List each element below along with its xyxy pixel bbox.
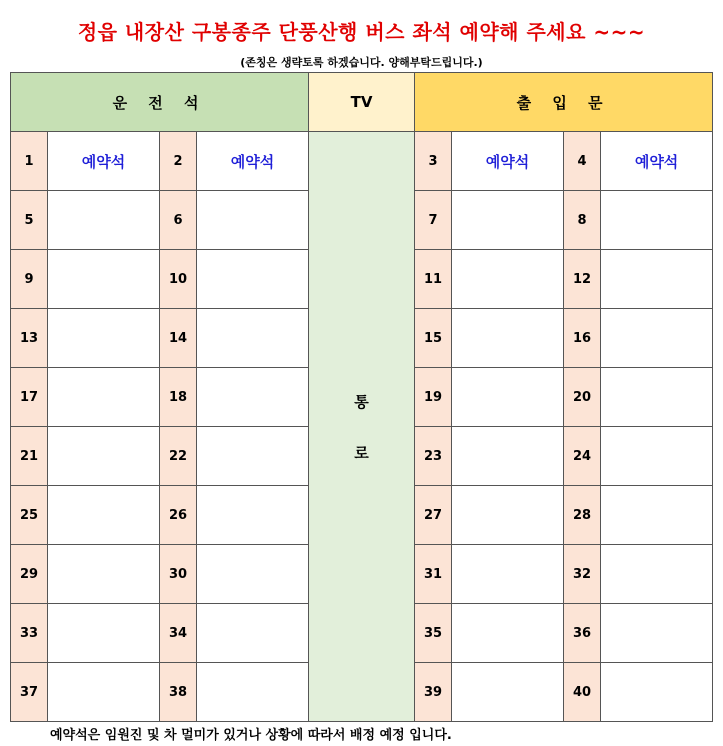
- seat-number: 24: [564, 427, 601, 486]
- seat-name-cell[interactable]: [197, 368, 309, 427]
- seat-name-cell[interactable]: [601, 309, 713, 368]
- seat-name-cell[interactable]: [452, 486, 564, 545]
- seat-number: 6: [160, 191, 197, 250]
- seat-name-cell[interactable]: [452, 427, 564, 486]
- header-row: [11, 73, 713, 132]
- seat-name-cell[interactable]: [601, 604, 713, 663]
- seat-name-cell[interactable]: [48, 427, 160, 486]
- seat-name-cell[interactable]: [48, 545, 160, 604]
- seat-name-cell[interactable]: [452, 309, 564, 368]
- seat-number: 8: [564, 191, 601, 250]
- seat-name-cell[interactable]: [601, 427, 713, 486]
- seat-number: 20: [564, 368, 601, 427]
- seat-name-cell[interactable]: [452, 545, 564, 604]
- seat-number: 16: [564, 309, 601, 368]
- seat-name-cell[interactable]: [48, 604, 160, 663]
- aisle-label-2: 로: [354, 443, 369, 462]
- seat-number: 28: [564, 486, 601, 545]
- seat-name-cell[interactable]: 예약석: [452, 132, 564, 191]
- seat-name-cell[interactable]: [197, 545, 309, 604]
- page-title: 정읍 내장산 구봉종주 단풍산행 버스 좌석 예약해 주세요 ~~~: [77, 20, 646, 44]
- seat-name-cell[interactable]: [48, 368, 160, 427]
- seat-number: 21: [11, 427, 48, 486]
- seat-number: 22: [160, 427, 197, 486]
- seat-name-cell[interactable]: [601, 250, 713, 309]
- footer-note: 예약석은 임원진 및 차 멀미가 있거나 상황에 따라서 배정 예정 입니다.: [50, 728, 452, 743]
- seat-number: 40: [564, 663, 601, 722]
- seat-name-cell[interactable]: [601, 663, 713, 722]
- seat-number: 11: [415, 250, 452, 309]
- driver-seat-header: 운 전 석: [11, 73, 309, 132]
- seat-number: 17: [11, 368, 48, 427]
- seat-number: 9: [11, 250, 48, 309]
- seat-name-cell[interactable]: [601, 545, 713, 604]
- aisle-label-1: 통: [354, 392, 369, 411]
- seat-number: 33: [11, 604, 48, 663]
- seat-name-cell[interactable]: [48, 486, 160, 545]
- seat-row: [11, 132, 713, 191]
- seat-number: 13: [11, 309, 48, 368]
- seat-number: 2: [160, 132, 197, 191]
- seat-number: 23: [415, 427, 452, 486]
- seat-number: 38: [160, 663, 197, 722]
- seat-name-cell[interactable]: 예약석: [601, 132, 713, 191]
- seat-number: 5: [11, 191, 48, 250]
- seat-number: 30: [160, 545, 197, 604]
- seat-name-cell[interactable]: [197, 250, 309, 309]
- seat-number: 10: [160, 250, 197, 309]
- seat-name-cell[interactable]: [197, 309, 309, 368]
- seat-number: 36: [564, 604, 601, 663]
- seat-number: 34: [160, 604, 197, 663]
- seat-name-cell[interactable]: [48, 191, 160, 250]
- seat-number: 35: [415, 604, 452, 663]
- seat-name-cell[interactable]: [452, 368, 564, 427]
- seat-number: 19: [415, 368, 452, 427]
- seat-name-cell[interactable]: [452, 191, 564, 250]
- seat-number: 1: [11, 132, 48, 191]
- seat-name-cell[interactable]: [197, 663, 309, 722]
- seat-number: 32: [564, 545, 601, 604]
- seat-number: 15: [415, 309, 452, 368]
- seat-map-table: [10, 72, 713, 722]
- seat-number: 31: [415, 545, 452, 604]
- seat-number: 26: [160, 486, 197, 545]
- page-subtitle: (존칭은 생략토록 하겠습니다. 양해부탁드립니다.): [240, 56, 483, 69]
- seat-number: 37: [11, 663, 48, 722]
- tv-header: TV: [309, 73, 415, 132]
- seat-name-cell[interactable]: [197, 191, 309, 250]
- seat-number: 3: [415, 132, 452, 191]
- seat-name-cell[interactable]: [48, 309, 160, 368]
- seat-number: 25: [11, 486, 48, 545]
- seat-name-cell[interactable]: 예약석: [48, 132, 160, 191]
- seat-number: 7: [415, 191, 452, 250]
- seat-name-cell[interactable]: [601, 191, 713, 250]
- seat-name-cell[interactable]: [601, 486, 713, 545]
- seat-name-cell[interactable]: [452, 250, 564, 309]
- seat-name-cell[interactable]: [197, 604, 309, 663]
- seat-name-cell[interactable]: [197, 427, 309, 486]
- seat-name-cell[interactable]: [452, 663, 564, 722]
- seat-name-cell[interactable]: [48, 663, 160, 722]
- seat-name-cell[interactable]: [197, 486, 309, 545]
- seat-number: 12: [564, 250, 601, 309]
- seat-number: 4: [564, 132, 601, 191]
- seat-number: 14: [160, 309, 197, 368]
- seat-number: 39: [415, 663, 452, 722]
- seat-number: 18: [160, 368, 197, 427]
- seat-number: 29: [11, 545, 48, 604]
- entrance-door-header: 출 입 문: [415, 73, 713, 132]
- seat-name-cell[interactable]: [452, 604, 564, 663]
- seat-name-cell[interactable]: [48, 250, 160, 309]
- aisle: [309, 132, 415, 722]
- seat-name-cell[interactable]: [601, 368, 713, 427]
- seat-number: 27: [415, 486, 452, 545]
- seat-name-cell[interactable]: 예약석: [197, 132, 309, 191]
